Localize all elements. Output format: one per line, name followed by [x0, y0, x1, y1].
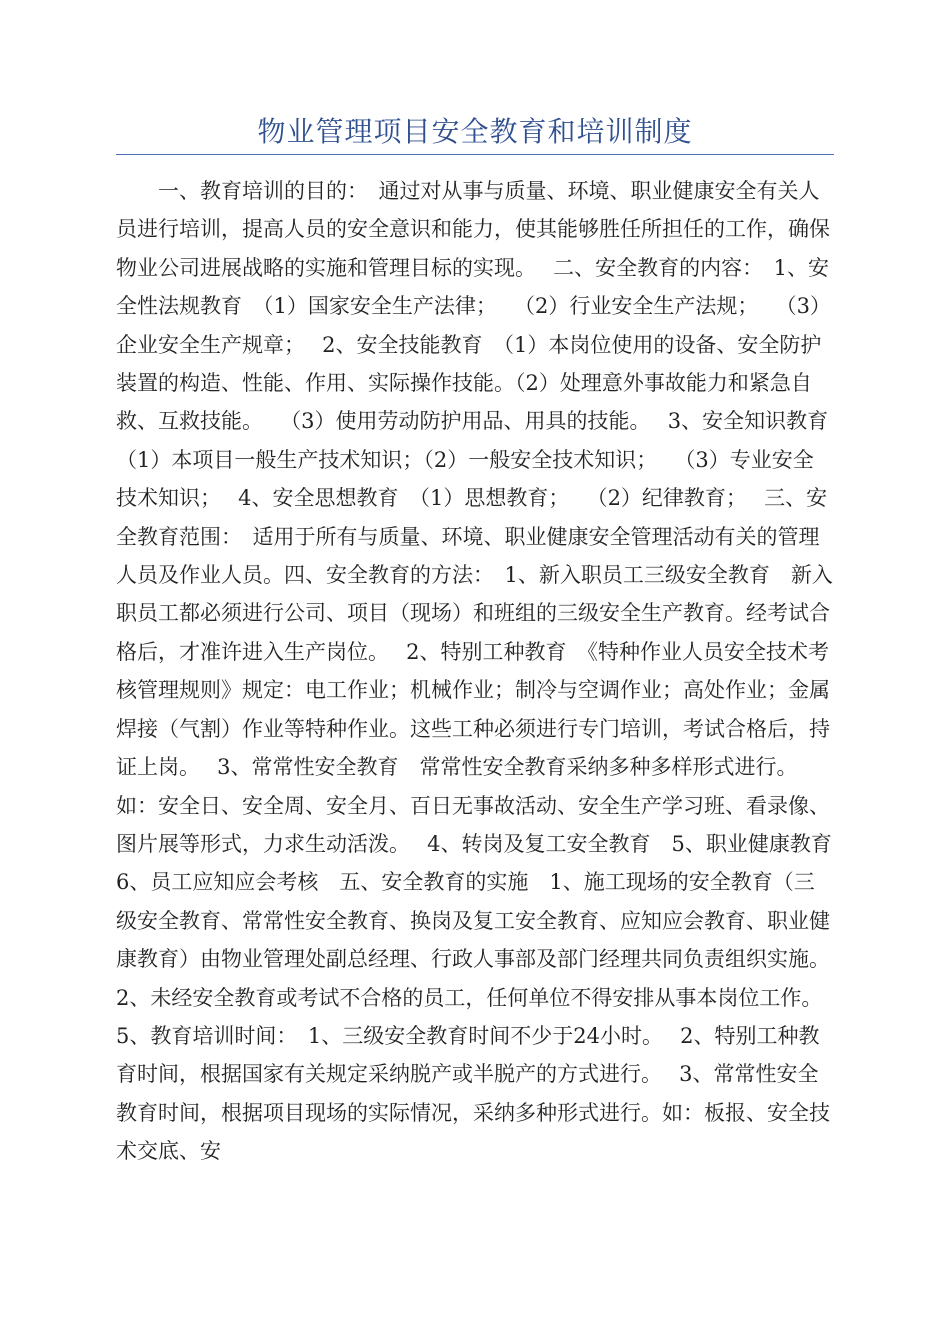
- document-body: 一、教育培训的目的： 通过对从事与质量、环境、职业健康安全有关人员进行培训，提高人员的安全意识和能力，使其能够胜任所担任的工作，确保物业公司进展战略的实施和管理目标的实现。 二、安全教育的内容： 1、安全性法规教育 （1）国家安全生产法律； （2）行业安全生产法规； （3）企业安全生产规章； 2、安全技能教育 （1）本岗位使用的设备、安全防护装置的构造、性能、作用、实际操作技能。（2）处理意外事故能力和紧急自救、互救技能。 （3）使用劳动防护用品、用具的技能。 3、安全知识教育 （1）本项目一般生产技术知识；（2）一般安全技术知识； （3）专业安全技术知识； 4、安全思想教育 （1）思想教育； （2）纪律教育； 三、安全教育范围： 适用于所有与质量、环境、职业健康安全管理活动有关的管理人员及作业人员。四、安全教育的方法： 1、新入职员工三级安全教育 新入职员工都必须进行公司、项目（现场）和班组的三级安全生产教育。经考试合格后，才准许进入生产岗位。 2、特别工种教育 《特种作业人员安全技术考核管理规则》规定：电工作业；机械作业；制冷与空调作业；高处作业；金属焊接（气割）作业等特种作业。这些工种必须进行专门培训，考试合格后，持证上岗。 3、常常性安全教育 常常性安全教育采纳多种多样形式进行。如：安全日、安全周、安全月、百日无事故活动、安全生产学习班、看录像、图片展等形式，力求生动活泼。 4、转岗及复工安全教育 5、职业健康教育 6、员工应知应会考核 五、安全教育的实施 1、施工现场的安全教育（三级安全教育、常常性安全教育、换岗及复工安全教育、应知应会教育、职业健康教育）由物业管理处副总经理、行政人事部及部门经理共同负责组织实施。 2、未经安全教育或考试不合格的员工，任何单位不得安排从事本岗位工作。 5、教育培训时间： 1、三级安全教育时间不少于24小时。 2、特别工种教育时间，根据国家有关规定采纳脱产或半脱产的方式进行。 3、常常性安全教育时间，根据项目现场的实际情况，采纳多种形式进行。如：板报、安全技术交底、安: [116, 179, 853, 1164]
- title-underline: [116, 154, 834, 155]
- document-title: 物业管理项目安全教育和培训制度: [257, 115, 693, 148]
